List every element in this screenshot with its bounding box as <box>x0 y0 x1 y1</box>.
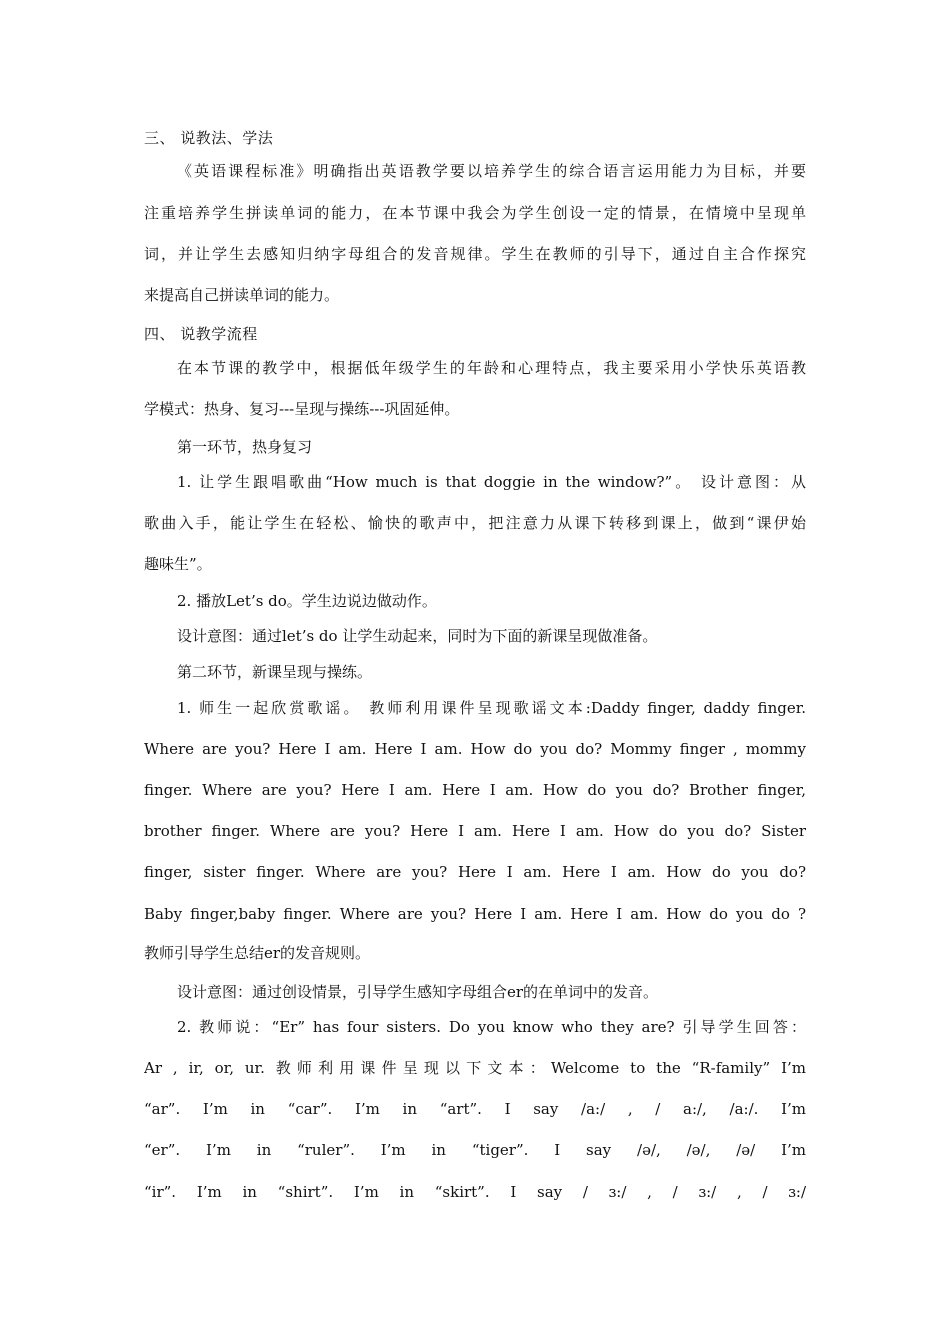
section-heading-4: 四、 说教学流程 <box>144 325 258 343</box>
paragraph-line: 歌曲入手，能让学生在轻松、愉快的歌声中，把注意力从课下转移到课上，做到“课伊始 <box>144 514 806 532</box>
paragraph-line: “ar”. I’m in “car”. I’m in “art”. I say /a:/ , / a:/, /a:/. I’m <box>144 1100 806 1118</box>
paragraph-line: 1. 让学生跟唱歌曲“How much is that doggie in the window?”。 设计意图：从 <box>177 473 806 491</box>
paragraph-line: 1. 师生一起欣赏歌谣。 教师利用课件呈现歌谣文本:Daddy finger, daddy finger. <box>177 699 806 717</box>
paragraph-line: Ar , ir, or, ur. 教师利用课件呈现以下文本：Welcome to the “R-family” I’m <box>144 1059 806 1077</box>
subsection-heading: 第二环节，新课呈现与操练。 <box>177 663 373 681</box>
paragraph-line: 设计意图：通过创设情景，引导学生感知字母组合er的在单词中的发音。 <box>177 983 659 1001</box>
paragraph-line: 词，并让学生去感知归纳字母组合的发音规律。学生在教师的引导下，通过自主合作探究 <box>144 245 806 263</box>
paragraph-line: 《英语课程标准》明确指出英语教学要以培养学生的综合语言运用能力为目标，并要 <box>177 162 806 180</box>
paragraph-line: brother finger. Where are you? Here I am. Here I am. How do you do? Sister <box>144 822 806 840</box>
paragraph-line: “er”. I’m in “ruler”. I’m in “tiger”. I say /ə/, /ə/, /ə/ I’m <box>144 1141 806 1159</box>
paragraph-line: 2. 播放Let’s do。学生边说边做动作。 <box>177 592 437 610</box>
paragraph-line: finger. Where are you? Here I am. Here I am. How do you do? Brother finger, <box>144 781 806 799</box>
section-heading-3: 三、 说教法、学法 <box>144 129 274 147</box>
paragraph-line: 学模式：热身、复习---呈现与操练---巩固延伸。 <box>144 400 460 418</box>
paragraph-line: 设计意图：通过let’s do 让学生动起来，同时为下面的新课呈现做准备。 <box>177 627 658 645</box>
paragraph-line: Where are you? Here I am. Here I am. How do you do? Mommy finger , mommy <box>144 740 806 758</box>
paragraph-line: 在本节课的教学中，根据低年级学生的年龄和心理特点，我主要采用小学快乐英语教 <box>177 359 806 377</box>
paragraph-line: Baby finger,baby finger. Where are you? Here I am. Here I am. How do you do ? <box>144 905 806 923</box>
paragraph-line: “ir”. I’m in “shirt”. I’m in “skirt”. I say / ɜ:/ , / ɜ:/ , / ɜ:/ <box>144 1183 806 1201</box>
subsection-heading: 第一环节，热身复习 <box>177 438 313 456</box>
paragraph-line: finger, sister finger. Where are you? Here I am. Here I am. How do you do? <box>144 863 806 881</box>
paragraph-line: 注重培养学生拼读单词的能力，在本节课中我会为学生创设一定的情景，在情境中呈现单 <box>144 204 806 222</box>
paragraph-line: 2. 教师说：“Er” has four sisters. Do you know who they are? 引导学生回答： <box>177 1018 806 1036</box>
paragraph-line: 教师引导学生总结er的发音规则。 <box>144 944 371 962</box>
paragraph-line: 趣味生”。 <box>144 555 212 573</box>
paragraph-line: 来提高自己拼读单词的能力。 <box>144 286 340 304</box>
